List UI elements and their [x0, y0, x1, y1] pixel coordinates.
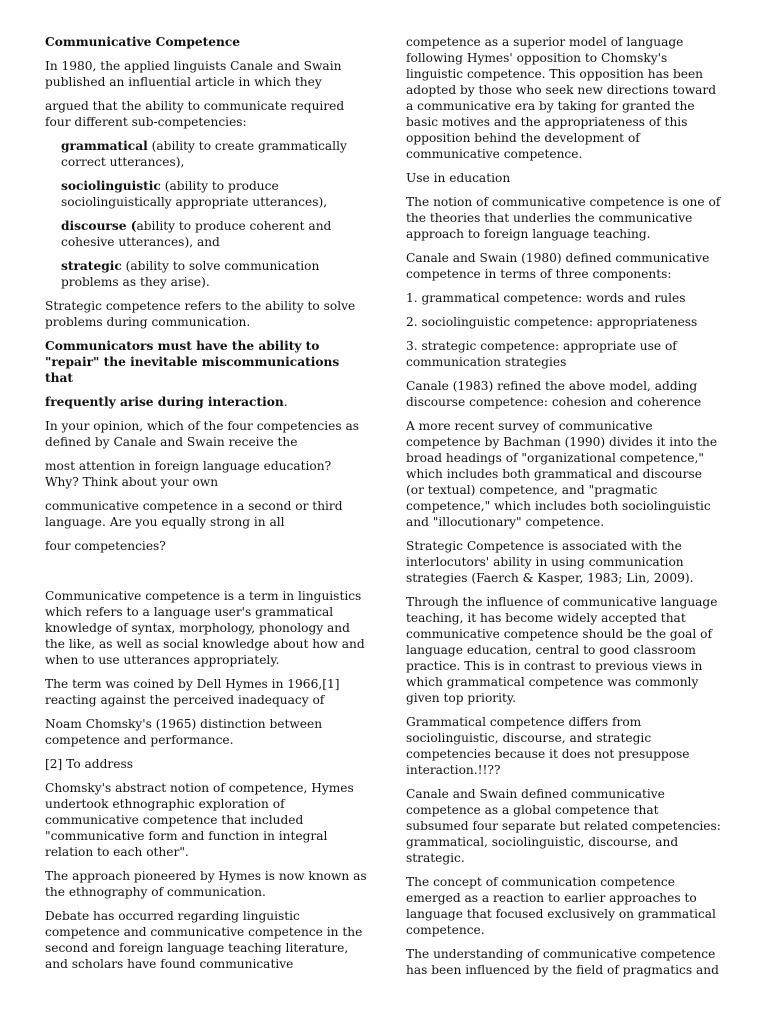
- desc-strategic: (ability to solve communication problems as they arise).: [61, 259, 320, 289]
- paragraph-grammatical-differs: Grammatical competence differs from sociolinguistic, discourse, and strategic competencies because it does not presuppose interaction.!!??: [406, 715, 690, 777]
- bold-statement-2-text: frequently arise during interaction: [45, 395, 284, 409]
- list-item-strategic: [45, 258, 367, 290]
- bold-statement-2: [45, 394, 367, 410]
- page-title: Communicative Competence: [45, 35, 241, 49]
- paragraph-strategic-competence: Strategic Competence is associated with the interlocutors' ability in using communication strategies (Faerch & Kasper, 1983; Lin, 2009).: [406, 539, 694, 585]
- question-2: most attention in foreign language education? Why? Think about your own: [45, 459, 332, 489]
- list-item-1: 1. grammatical competence: words and rules: [406, 291, 686, 305]
- term-discourse: discourse (: [61, 219, 137, 233]
- paragraph-address: [2] To address: [45, 757, 133, 771]
- left-column: [45, 34, 367, 980]
- paragraph-concept: The concept of communication competence emerged as a reaction to earlier approaches to language that focused exclusively on grammatical competence.: [406, 875, 716, 937]
- paragraph-canale-1983: Canale (1983) refined the above model, adding discourse competence: cohesion and coherence: [406, 379, 702, 409]
- paragraph-subcompetencies: argued that the ability to communicate required four different sub-competencies:: [45, 99, 345, 129]
- question-4: four competencies?: [45, 539, 166, 553]
- list-item-2: 2. sociolinguistic competence: appropriateness: [406, 315, 698, 329]
- question-1: In your opinion, which of the four competencies as defined by Canale and Swain receive the: [45, 419, 359, 449]
- spacer: [45, 562, 367, 588]
- paragraph-intro: In 1980, the applied linguists Canale and Swain published an influential article in which they: [45, 59, 342, 89]
- desc-discourse: ability to produce coherent and cohesive utterances), and: [61, 219, 332, 249]
- paragraph-strategic: Strategic competence refers to the ability to solve problems during communication.: [45, 299, 356, 329]
- bold-statement-2-tail: .: [283, 395, 288, 409]
- bold-statement-1: Communicators must have the ability to "repair" the inevitable miscommunications that: [45, 339, 340, 385]
- paragraph-notion: The notion of communicative competence is one of the theories that underlies the communicative approach to foreign language teaching.: [406, 195, 721, 241]
- list-item-3: 3. strategic competence: appropriate use of communication strategies: [406, 339, 677, 369]
- question-3: communicative competence in a second or third language. Are you equally strong in all: [45, 499, 343, 529]
- term-sociolinguistic: sociolinguistic: [61, 179, 161, 193]
- section-heading-education: Use in education: [406, 171, 511, 185]
- list-item-discourse: [45, 218, 367, 250]
- paragraph-debate: Debate has occurred regarding linguistic competence and communicative competence in the second and foreign language teaching literature, and scholars have found communicative: [45, 909, 363, 971]
- paragraph-bachman: A more recent survey of communicative competence by Bachman (1990) divides it into the broad headings of "organizational competence," which includes both grammatical and discourse (or textual) competence, and "pragmatic competence," which includes both sociolinguistic and "illocutionary" competence.: [406, 419, 718, 529]
- paragraph-influence: Through the influence of communicative language teaching, it has become widely accepted that communicative competence should be the goal of language education, central to good classroom practice. This is in contrast to previous views in which grammatical competence was commonly given top priority.: [406, 595, 718, 705]
- desc-grammatical: (ability to create grammatically correct utterances),: [61, 139, 347, 169]
- paragraph-definition: Communicative competence is a term in linguistics which refers to a language user's grammatical knowledge of syntax, morphology, phonology and the like, as well as social knowledge about how and when to use utterances appropriately.: [45, 589, 365, 667]
- term-strategic: strategic: [61, 259, 122, 273]
- paragraph-chomsky: Noam Chomsky's (1965) distinction between competence and performance.: [45, 717, 323, 747]
- list-item-sociolinguistic: [45, 178, 367, 210]
- paragraph-ethnography: The approach pioneered by Hymes is now known as the ethnography of communication.: [45, 869, 367, 899]
- paragraph-superior-model: competence as a superior model of language following Hymes' opposition to Chomsky's linguistic competence. This opposition has been adopted by those who seek new directions toward a communicative era by taking for granted the basic motives and the appropriateness of this opposition behind the development of communicative competence.: [406, 35, 717, 161]
- paragraph-understanding: The understanding of communicative competence has been influenced by the field of pragmatics and: [406, 947, 719, 977]
- paragraph-three-components: Canale and Swain (1980) defined communicative competence in terms of three components:: [406, 251, 710, 281]
- list-item-grammatical: [45, 138, 367, 170]
- right-column: [406, 34, 722, 986]
- paragraph-hymes: The term was coined by Dell Hymes in 1966,[1] reacting against the perceived inadequacy of: [45, 677, 340, 707]
- term-grammatical: grammatical: [61, 139, 148, 153]
- desc-sociolinguistic: (ability to produce sociolinguistically appropriate utterances),: [61, 179, 328, 209]
- paragraph-global-competence: Canale and Swain defined communicative competence as a global competence that subsumed four separate but related competencies: grammatical, sociolinguistic, discourse, and strategic.: [406, 787, 721, 865]
- paragraph-ethnographic: Chomsky's abstract notion of competence, Hymes undertook ethnographic exploration of communicative competence that included "communicative form and function in integral relation to each other".: [45, 781, 354, 859]
